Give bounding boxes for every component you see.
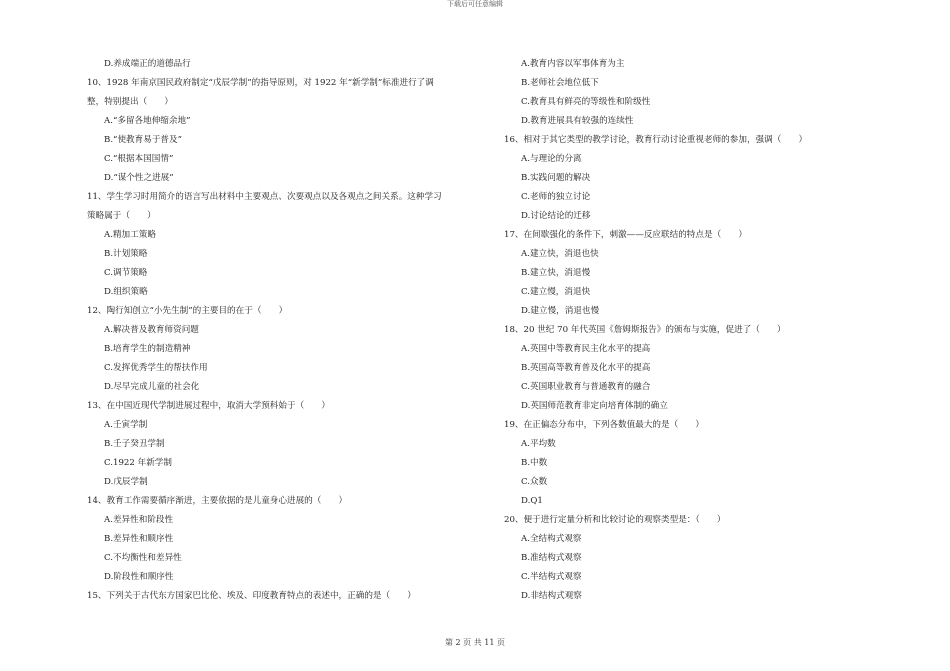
answer-option: C.老师的独立讨论 [521,192,591,202]
answer-option: C.众数 [521,477,548,487]
answer-option: B.培育学生的制造精神 [104,344,191,354]
answer-option: B.英国高等教育普及化水平的提高 [521,363,651,373]
answer-option: B.“使教育易于普及” [104,135,182,145]
answer-option: D.建立慢，消退也慢 [521,306,600,316]
answer-option: A.平均数 [521,439,556,449]
answer-option: D.讨论结论的迁移 [521,211,591,221]
answer-option: C.发挥优秀学生的帮扶作用 [104,363,208,373]
answer-option: A.英国中等教育民主化水平的提高 [521,344,651,354]
answer-option: B.建立快，消退慢 [521,268,591,278]
answer-option: B.计划策略 [104,249,148,259]
page-footer: 第 2 页 共 11 页 [445,638,505,647]
question-text: 14、教育工作需要循序渐进，主要依据的是儿童身心进展的（ ） [87,496,348,506]
left-column [87,55,487,606]
answer-option: B.中数 [521,458,548,468]
question-text: 11、学生学习时用简介的语言写出材料中主要观点、次要观点以及各观点之间关系。这种学习 [87,192,442,202]
right-column [504,55,844,606]
answer-option: A.全结构式观察 [521,534,582,544]
question-text: 18、20 世纪 70 年代英国《詹姆斯报告》的颁布与实施，促进了（ ） [504,325,786,335]
answer-option: A.差异性和阶段性 [104,515,174,525]
question-text: 19、在正偏态分布中，下列各数值最大的是（ ） [504,420,704,430]
answer-option: D.尽早完成儿童的社会化 [104,382,200,392]
question-text: 16、相对于其它类型的教学讨论，教育行动讨论重视老师的参加，强调（ ） [504,135,808,145]
answer-option: C.“根据本国国情” [104,154,174,164]
answer-option: D.组织策略 [104,287,148,297]
page-header: 下载后可任意编辑 [447,0,503,8]
answer-option: D.教育进展具有较强的连续性 [521,116,634,126]
answer-option: C.英国职业教育与普通教育的融合 [521,382,651,392]
question-text: 20、便于进行定量分析和比较讨论的观察类型是：（ ） [504,515,726,525]
answer-option: D.戊辰学制 [104,477,148,487]
answer-option: B.实践问题的解决 [521,173,591,183]
answer-option: A.教育内容以军事体育为主 [521,59,625,69]
answer-option: A.精加工策略 [104,230,156,240]
answer-option: D.阶段性和顺序性 [104,572,174,582]
answer-option: C.不均衡性和差异性 [104,553,182,563]
question-text: 10、1928 年南京国民政府制定“戊辰学制”的指导原则，对 1922 年“新学制”标准进行了调 [87,78,434,88]
answer-option: D.养成端正的道德品行 [104,59,191,69]
question-text: 12、陶行知创立“小先生制”的主要目的在于（ ） [87,306,288,316]
answer-option: A.解决普及教育师资问题 [104,325,199,335]
question-text: 整，特别提出（ ） [87,97,173,107]
answer-option: C.半结构式观察 [521,572,582,582]
answer-option: C.1922 年新学制 [104,458,172,468]
answer-option: D.英国师范教育非定向培育体制的确立 [521,401,668,411]
answer-option: D.Q1 [521,496,543,506]
answer-option: D.“谋个性之进展” [104,173,174,183]
answer-option: A.“多留各地伸缩余地” [104,116,191,126]
question-text: 17、在间歇强化的条件下，刺激——反应联结的特点是（ ） [504,230,747,240]
answer-option: D.非结构式观察 [521,591,582,601]
answer-option: B.老师社会地位低下 [521,78,599,88]
answer-option: A.壬寅学制 [104,420,148,430]
answer-option: C.建立慢，消退快 [521,287,591,297]
answer-option: B.差异性和顺序性 [104,534,174,544]
question-text: 13、在中国近现代学制进展过程中，取消大学预科始于（ ） [87,401,330,411]
answer-option: B.壬子癸丑学制 [104,439,165,449]
answer-option: C.调节策略 [104,268,148,278]
answer-option: B.准结构式观察 [521,553,582,563]
question-text: 15、下列关于古代东方国家巴比伦、埃及、印度教育特点的表述中，正确的是（ ） [87,591,416,601]
question-text: 策略属于（ ） [87,211,156,221]
answer-option: C.教育具有鲜亮的等级性和阶级性 [521,97,651,107]
answer-option: A.与理论的分离 [521,154,582,164]
answer-option: A.建立快，消退也快 [521,249,599,259]
